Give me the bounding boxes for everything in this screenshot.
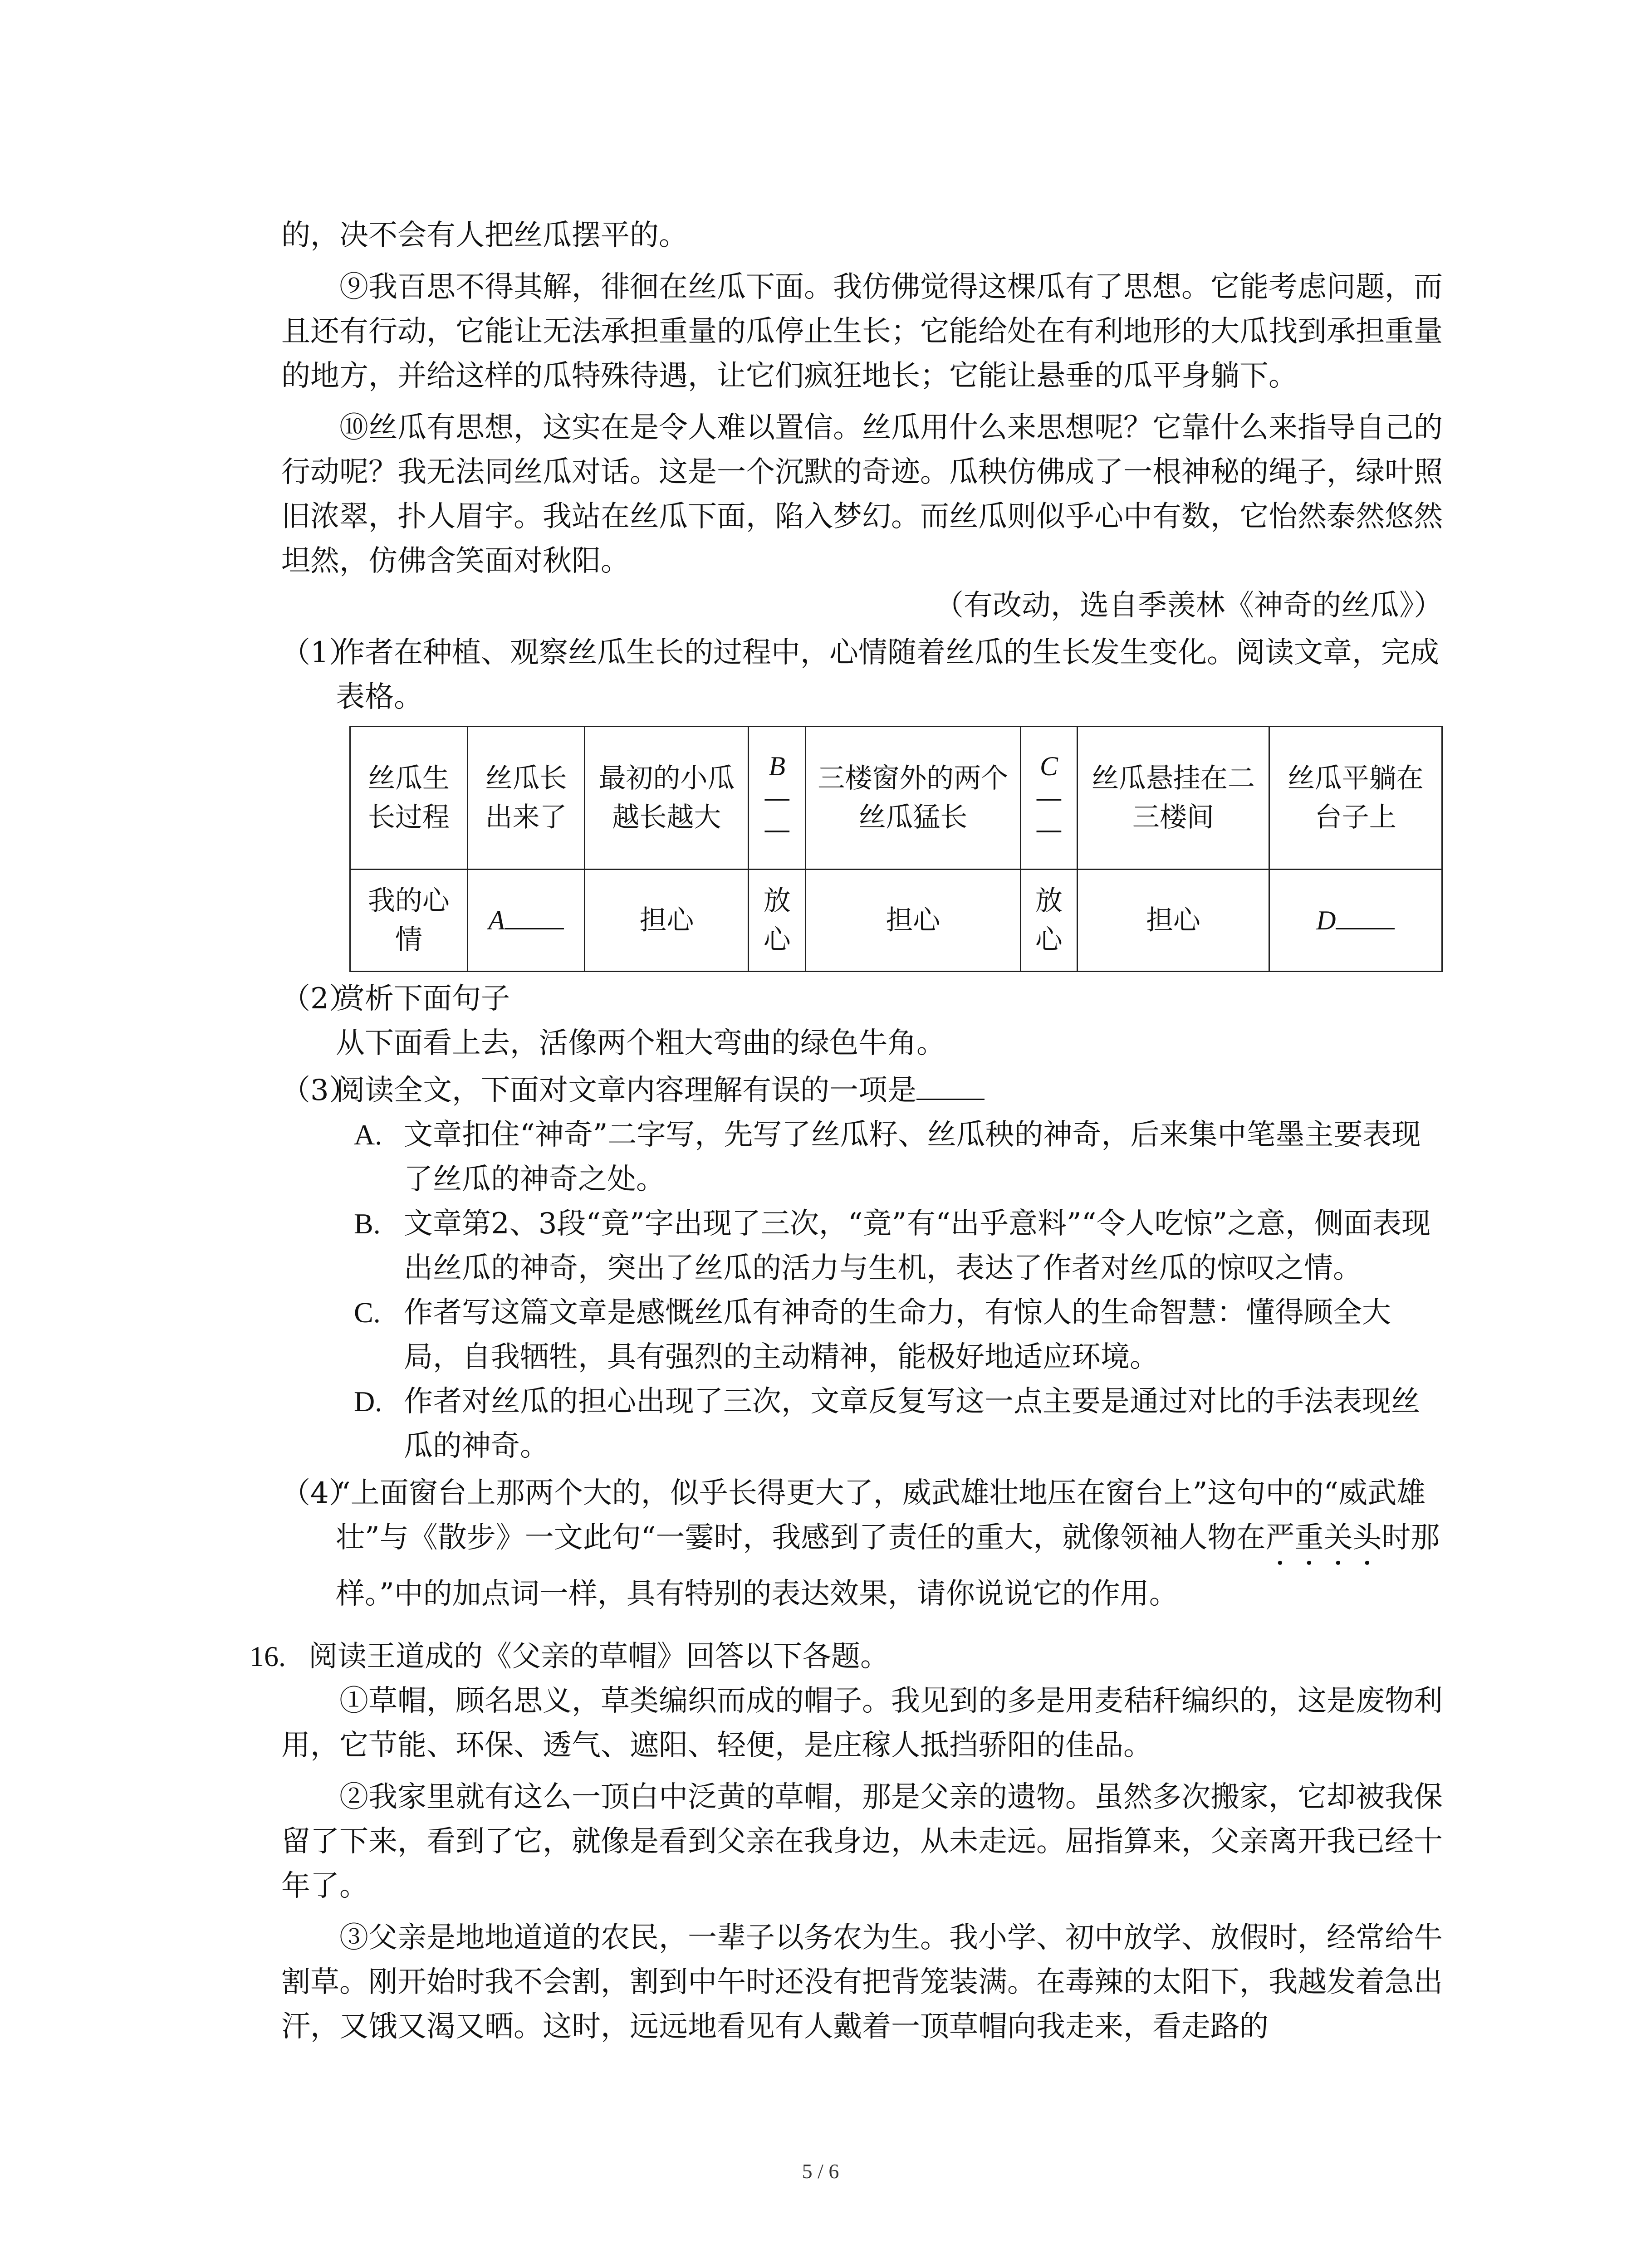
- table-cell: 丝瓜悬挂在二三楼间: [1078, 727, 1269, 870]
- page-number: 5 / 6: [802, 2160, 839, 2183]
- blank-dash: —: [763, 782, 791, 814]
- blank-label-a: A: [488, 905, 505, 935]
- table-cell-a: [467, 870, 585, 972]
- paragraph-1: ①草帽，顾名思义，草类编织而成的帽子。我见到的多是用麦秸秆编织的，这是废物利用，它节能、环保、透气、遮阳、轻便，是庄稼人抵挡骄阳的佳品。: [281, 1684, 1443, 1762]
- question-text: 赏析下面句子: [336, 982, 510, 1016]
- blank-label-c: C: [1039, 751, 1058, 781]
- question-1: [281, 631, 1443, 719]
- table-cell: 担心: [585, 870, 749, 972]
- section-number: 16.: [250, 1640, 286, 1672]
- section-16-heading: [250, 1634, 1443, 1679]
- question-text: [336, 1068, 1443, 1113]
- question-text: 作者在种植、观察丝瓜生长的过程中，心情随着丝瓜的生长发生变化。阅读文章，完成表格。: [336, 636, 1439, 714]
- blank-dash: —: [1035, 782, 1063, 814]
- table-cell: 丝瓜平躺在台子上: [1269, 727, 1442, 870]
- option-d[interactable]: [281, 1379, 1443, 1468]
- paragraph-2: ②我家里就有这么一顶白中泛黄的草帽，那是父亲的遗物。虽然多次搬家，它却被我保留了下来，看到了它，就像是看到父亲在我身边，从未走远。屈指算来，父亲离开我已经十年了。: [281, 1780, 1443, 1903]
- question-4: [281, 1471, 1443, 1616]
- answer-blank-d[interactable]: [1336, 901, 1395, 929]
- mood-table: [349, 726, 1443, 972]
- question-2: [281, 977, 1443, 1021]
- question-stem: 阅读全文，下面对文章内容理解有误的一项是: [336, 1074, 916, 1107]
- table-cell-b: [749, 727, 806, 870]
- quoted-sentence: 从下面看上去，活像两个粗大弯曲的绿色牛角。: [336, 1026, 945, 1060]
- option-text: 文章扣住“神奇”二字写，先写了丝瓜籽、丝瓜秧的神奇，后来集中笔墨主要表现了丝瓜的神奇之处。: [404, 1118, 1421, 1196]
- question-text-part2: 时那样。”中的加点词一样，具有特别的表达效果，请你说说它的作用。: [336, 1521, 1440, 1611]
- option-text: 作者写这篇文章是感慨丝瓜有神奇的生命力，有惊人的生命智慧：懂得顾全大局，自我牺牲，具有强烈的主动精神，能极好地适应环境。: [404, 1296, 1391, 1374]
- passage-source: （有改动，选自季羡林《神奇的丝瓜》）: [935, 589, 1443, 622]
- blank-label-b: B: [769, 751, 786, 781]
- blank-dash: —: [763, 814, 791, 846]
- table-cell: 三楼窗外的两个丝瓜猛长: [806, 727, 1020, 870]
- option-c[interactable]: [281, 1290, 1443, 1379]
- question-text: [336, 1471, 1443, 1616]
- table-cell: 丝瓜生长过程: [350, 727, 468, 870]
- option-key: D.: [354, 1385, 382, 1418]
- option-text: 作者对丝瓜的担心出现了三次，文章反复写这一点主要是通过对比的手法表现丝瓜的神奇。: [404, 1385, 1420, 1463]
- option-b[interactable]: [281, 1202, 1443, 1290]
- option-key: B.: [354, 1207, 381, 1240]
- question-text-part1: “上面窗台上那两个大的，似乎长得更大了，威武雄壮地压在窗台上”这句中的“威武雄壮”与《散步》一文此句“一霎时，我感到了责任的重大，就像领袖人物在: [336, 1476, 1426, 1554]
- table-cell-d: [1269, 870, 1442, 972]
- blank-label-d: D: [1316, 905, 1336, 935]
- table-cell: 最初的小瓜越长越大: [585, 727, 749, 870]
- table-cell: 担心: [1078, 870, 1269, 972]
- table-cell: 担心: [806, 870, 1020, 972]
- table-cell: 丝瓜长出来了: [467, 727, 585, 870]
- option-text: 文章第2、3段“竟”字出现了三次，“竟”有“出乎意料”“令人吃惊”之意，侧面表现出丝瓜的神奇，突出了丝瓜的活力与生机，表达了作者对丝瓜的惊叹之情。: [404, 1207, 1431, 1285]
- blank-dash: —: [1035, 814, 1063, 846]
- table-row-mood: [350, 870, 1442, 972]
- table-cell: 放心: [749, 870, 806, 972]
- answer-blank-a[interactable]: [505, 901, 564, 929]
- emphasized-words: 严重关头: [1265, 1521, 1382, 1554]
- option-key: A.: [354, 1119, 382, 1151]
- table-cell: 我的心情: [350, 870, 468, 972]
- paragraph-3: ③父亲是地地道道的农民，一辈子以务农为生。我小学、初中放学、放假时，经常给牛割草。刚开始时我不会割，割到中午时还没有把背笼装满。在毒辣的太阳下，我越发着急出汗，又饿又渴又晒。这时，远远地看见有人戴着一顶草帽向我走来，看走路的: [281, 1921, 1443, 2043]
- option-key: C.: [354, 1296, 381, 1329]
- table-cell: 放心: [1020, 870, 1078, 972]
- question-number: （4）: [281, 1476, 358, 1510]
- question-number: （3）: [281, 1074, 358, 1107]
- question-3: [281, 1068, 1443, 1113]
- paragraph-9: ⑨我百思不得其解，徘徊在丝瓜下面。我仿佛觉得这棵瓜有了思想。它能考虑问题，而且还有行动，它能让无法承担重量的瓜停止生长；它能给处在有利地形的大瓜找到承担重量的地方，并给这样的瓜特殊待遇，让它们疯狂地长；它能让悬垂的瓜平身躺下。: [281, 270, 1443, 393]
- paragraph-10: ⑩丝瓜有思想，这实在是令人难以置信。丝瓜用什么来思想呢？它靠什么来指导自己的行动呢？我无法同丝瓜对话。这是一个沉默的奇迹。瓜秧仿佛成了一根神秘的绳子，绿叶照旧浓翠，扑人眉宇。我站在丝瓜下面，陷入梦幻。而丝瓜则似乎心中有数，它怡然泰然悠然坦然，仿佛含笑面对秋阳。: [281, 411, 1443, 578]
- page-content: [250, 213, 1443, 2049]
- paragraph-continued: 的，决不会有人把丝瓜摆平的。: [281, 219, 688, 252]
- section-title: 阅读王道成的《父亲的草帽》回答以下各题。: [309, 1640, 889, 1673]
- option-a[interactable]: [281, 1113, 1443, 1202]
- table-cell-c: [1020, 727, 1078, 870]
- question-number: （1）: [281, 636, 358, 670]
- table-row-process: [350, 727, 1442, 870]
- question-number: （2）: [281, 982, 358, 1016]
- answer-blank[interactable]: [916, 1071, 985, 1100]
